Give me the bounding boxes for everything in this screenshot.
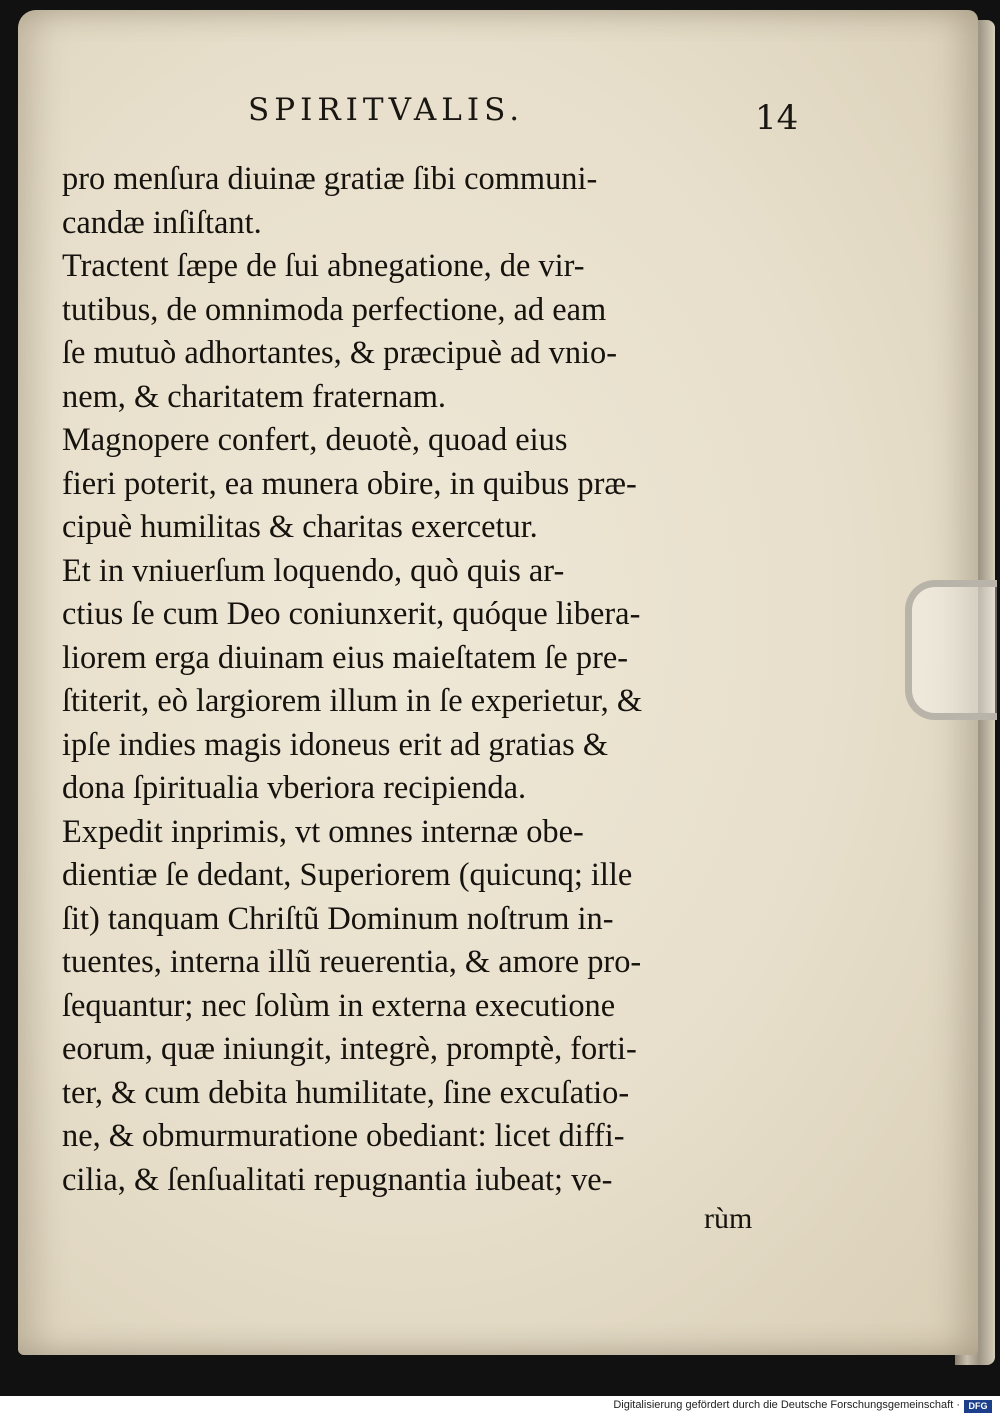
text-line: ſit) tanquam Chriſtũ Dominum noſtrum in- [62, 900, 614, 937]
funding-notice: Digitalisierung gefördert durch die Deutsche Forschungsgemeinschaft · [613, 1399, 960, 1411]
text-line: Tractent ſæpe de ſui abnegatione, de vir- [62, 248, 585, 284]
text-line: dientiæ ſe dedant, Superiorem (quicunq; ille [62, 857, 633, 893]
text-line: liorem erga diuinam eius maieſtatem ſe pre- [62, 639, 629, 676]
text-line: Expedit inprimis, vt omnes internæ obe- [62, 813, 584, 850]
text-line: ctius ſe cum Deo coniunxerit, quóque libera- [62, 596, 641, 632]
running-head: SPIRITVALIS. [248, 92, 525, 128]
text-line: ſtiterit, eò largiorem illum in ſe experietur, & [62, 683, 643, 719]
text-line: Et in vniuerſum loquendo, quò quis ar- [62, 552, 565, 589]
text-line: ſequantur; nec ſolùm in externa executione [62, 987, 616, 1024]
text-line: ipſe indies magis idoneus erit ad gratias & [62, 726, 609, 763]
catchword: rùm [704, 1202, 753, 1235]
text-line: Magnopere confert, deuotè, quoad eius [62, 422, 568, 458]
text-line: tuentes, interna illũ reuerentia, & amore pro- [62, 944, 642, 980]
dfg-logo: DFG [964, 1400, 992, 1413]
body-text [62, 158, 792, 1202]
footer-bar [0, 1396, 1000, 1418]
text-line: nem, & charitatem fraternam. [62, 378, 447, 415]
page-number: 14 [755, 98, 799, 138]
text-line: fieri poterit, ea munera obire, in quibus præ- [62, 465, 637, 502]
page-clip [905, 580, 997, 720]
text-line: cilia, & ſenſualitati repugnantia iubeat; ve- [62, 1161, 613, 1198]
text-line: candæ inſiſtant. [62, 204, 262, 241]
text-line: eorum, quæ iniungit, integrè, promptè, forti- [62, 1031, 637, 1067]
text-line: ne, & obmurmuratione obediant: licet diffi- [62, 1118, 625, 1154]
text-line: dona ſpiritualia vberiora recipienda. [62, 770, 527, 806]
text-line: cipuè humilitas & charitas exercetur. [62, 509, 538, 545]
text-line: tutibus, de omnimoda perfectione, ad eam [62, 291, 607, 328]
text-line: pro menſura diuinæ gratiæ ſibi communi- [62, 161, 598, 197]
text-line: ter, & cum debita humilitate, ſine excuſatio- [62, 1074, 630, 1111]
text-line: ſe mutuò adhortantes, & præcipuè ad vnio- [62, 335, 618, 371]
